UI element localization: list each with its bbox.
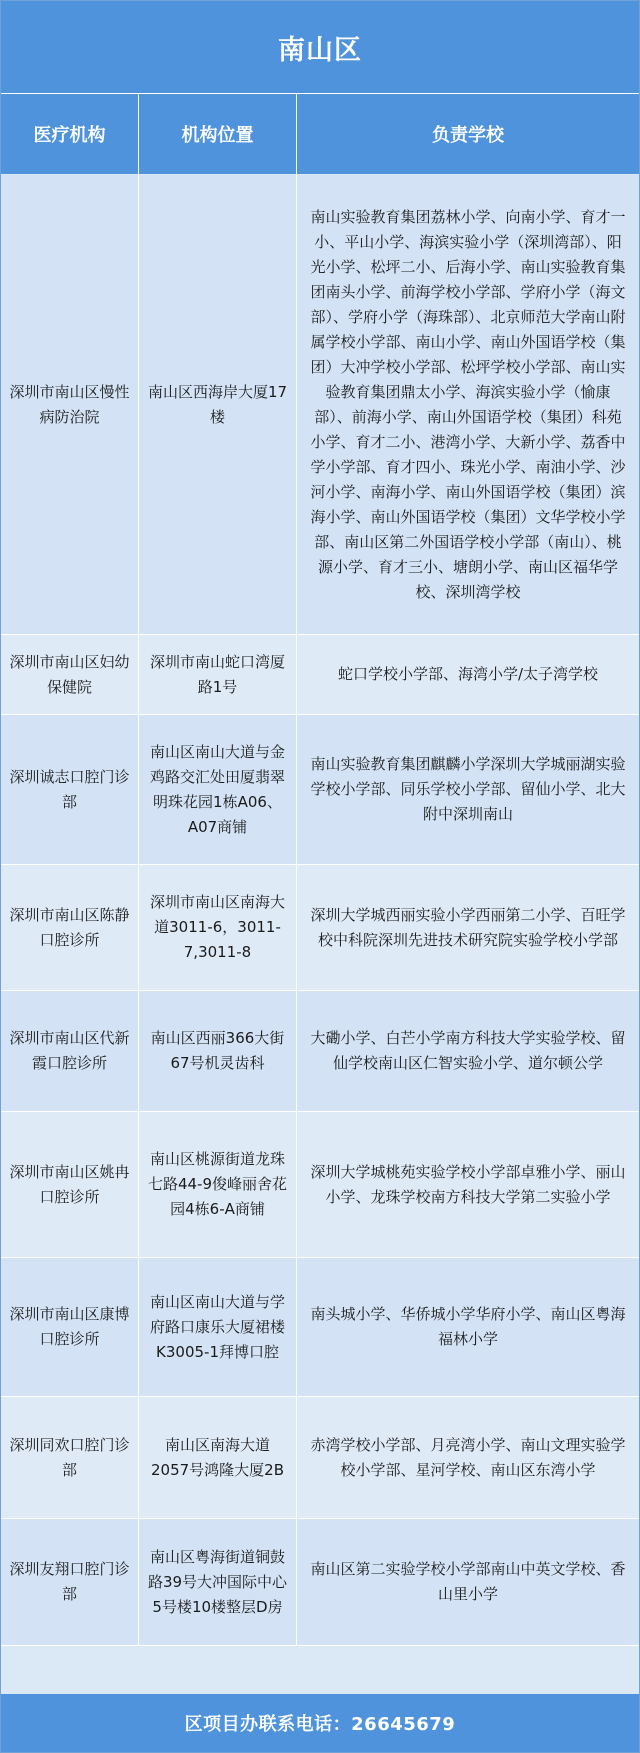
table-row xyxy=(1,715,639,865)
schools-cell: 深圳大学城西丽实验小学西丽第二小学、百旺学校中科院深圳先进技术研究院实验学校小学部 xyxy=(310,905,626,949)
org-cell: 深圳市南山区姚冉口腔诊所 xyxy=(1,1112,139,1257)
table-body xyxy=(1,175,639,1646)
district-title: 南山区 xyxy=(1,1,639,94)
location-cell: 南山区南海大道2057号鸿隆大厦2B xyxy=(139,1397,297,1518)
schools-cell: 南头城小学、华侨城小学华府小学、南山区粤海福林小学 xyxy=(310,1305,626,1348)
location-cell: 南山区西丽366大街67号机灵齿科 xyxy=(139,991,297,1111)
schools-cell: 赤湾学校小学部、月亮湾小学、南山文理实验学校小学部、星河学校、南山区东湾小学 xyxy=(310,1435,626,1479)
table-row xyxy=(1,1258,639,1397)
header-medical-org: 医疗机构 xyxy=(1,94,139,174)
schools-cell: 南山实验教育集团麒麟小学深圳大学城丽湖实验学校小学部、同乐学校小学部、留仙小学、北大附中深圳南山 xyxy=(310,755,626,823)
org-cell: 深圳市南山区陈静口腔诊所 xyxy=(1,865,139,990)
org-cell: 深圳市南山区妇幼保健院 xyxy=(1,635,139,714)
schools-cell: 深圳大学城桃苑实验学校小学部卓雅小学、丽山小学、龙珠学校南方科技大学第二实验小学 xyxy=(310,1162,626,1206)
location-cell: 南山区粤海街道铜鼓路39号大冲国际中心5号楼10楼整层D房 xyxy=(139,1519,297,1645)
org-cell: 深圳市南山区慢性病防治院 xyxy=(1,175,139,634)
org-cell: 深圳同欢口腔门诊部 xyxy=(1,1397,139,1518)
location-cell: 南山区桃源街道龙珠七路44-9俊峰丽舍花园4栋6-A商铺 xyxy=(139,1112,297,1257)
schools-cell: 大磡小学、白芒小学南方科技大学实验学校、留仙学校南山区仁智实验小学、道尔顿公学 xyxy=(310,1029,626,1072)
table-row xyxy=(1,1397,639,1519)
location-cell: 深圳市南山蛇口湾厦路1号 xyxy=(139,635,297,714)
schools-cell: 南山区第二实验学校小学部南山中英文学校、香山里小学 xyxy=(310,1560,626,1603)
schools-cell: 蛇口学校小学部、海湾小学/太子湾学校 xyxy=(337,665,599,683)
location-cell: 深圳市南山区南海大道3011-6，3011-7,3011-8 xyxy=(139,865,297,990)
header-schools: 负责学校 xyxy=(432,125,504,146)
schools-cell: 南山实验教育集团荔林小学、向南小学、育才一小、平山小学、海滨实验小学（深圳湾部）、阳光小学、松坪二小、后海小学、南山实验教育集团南头小学、前海学校小学部、学府小学（海文部）、学府小学（海珠部）、北京师范大学南山附属学校小学部、南山小学、南山外国语学校（集团）大冲学校小学部、松坪学校小学部、南山实验教育集团鼎太小学、海滨实验小学（愉康部）、前海小学、南山外国语学校（集团）科苑小学、育才二小、港湾小学、大新小学、荔香中学小学部、育才四小、珠光小学、南油小学、沙河小学、南海小学、南山外国语学校（集团）滨海小学、南山外国语学校（集团）文华学校小学部、南山区第二外国语学校小学部（南山）、桃源小学、育才三小、塘朗小学、南山区福华学校、深圳湾学校 xyxy=(310,207,626,601)
location-cell: 南山区西海岸大厦17楼 xyxy=(139,175,297,634)
org-cell: 深圳友翔口腔门诊部 xyxy=(1,1519,139,1645)
org-cell: 深圳诚志口腔门诊部 xyxy=(1,715,139,864)
table-row xyxy=(1,1112,639,1258)
header-location: 机构位置 xyxy=(139,94,297,174)
location-cell: 南山区南山大道与金鸡路交汇处田厦翡翠明珠花园1栋A06、A07商铺 xyxy=(139,715,297,864)
table-header xyxy=(1,94,639,174)
table-row xyxy=(1,635,639,715)
table-row xyxy=(1,991,639,1112)
location-cell: 南山区南山大道与学府路口康乐大厦裙楼K3005-1拜博口腔 xyxy=(139,1258,297,1396)
contact-phone-footer: 区项目办联系电话：26645679 xyxy=(1,1694,639,1752)
org-cell: 深圳市南山区康博口腔诊所 xyxy=(1,1258,139,1396)
table-row xyxy=(1,865,639,991)
table-row xyxy=(1,175,639,635)
org-cell: 深圳市南山区代新霞口腔诊所 xyxy=(1,991,139,1111)
table-row xyxy=(1,1519,639,1646)
